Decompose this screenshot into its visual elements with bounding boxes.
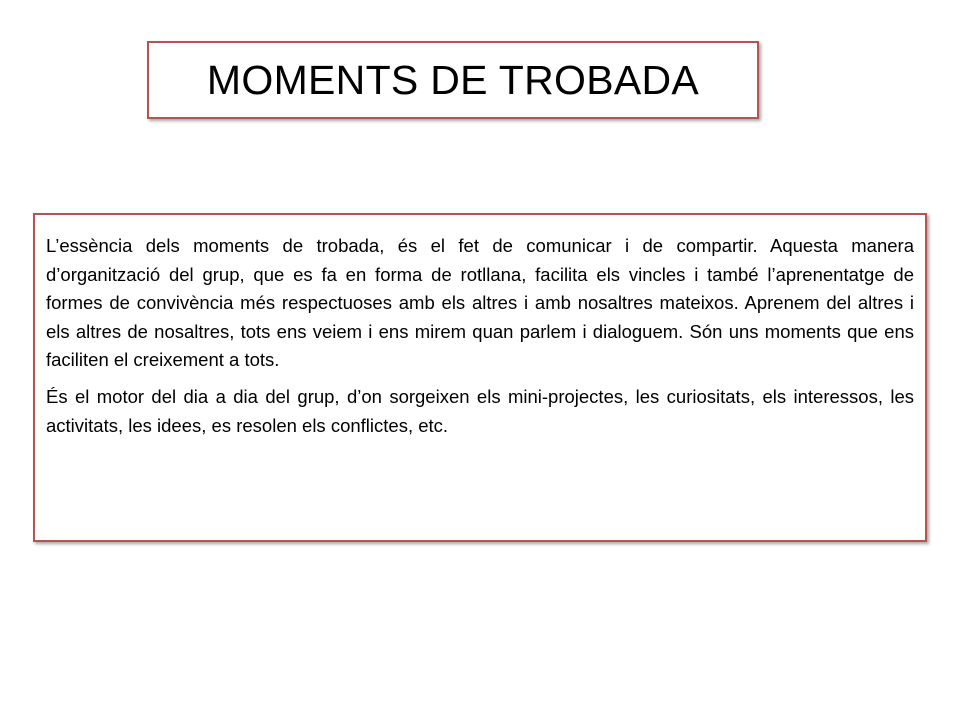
content-box (33, 213, 927, 542)
paragraph-2: És el motor del dia a dia del grup, d’on sorgeixen els mini-projectes, les curiositats, els interessos, les activitats, les idees, es resolen els conflictes, etc. (46, 385, 914, 436)
paragraph-1: L’essència dels moments de trobada, és el fet de comunicar i de compartir. Aquesta manera d’organització del grup, que es fa en forma de rotllana, facilita els vincles i també l’aprenentatge de formes de convivència més respectuoses amb els altres i amb nosaltres mateixos. Aprenem del altres i els altres de nosaltres, tots ens veiem i ens mirem quan parlem i dialoguem. Són uns moments que ens faciliten el creixement a tots. (46, 235, 914, 371)
title-box (147, 41, 759, 119)
slide-title: MOMENTS DE TROBADA (206, 56, 700, 103)
